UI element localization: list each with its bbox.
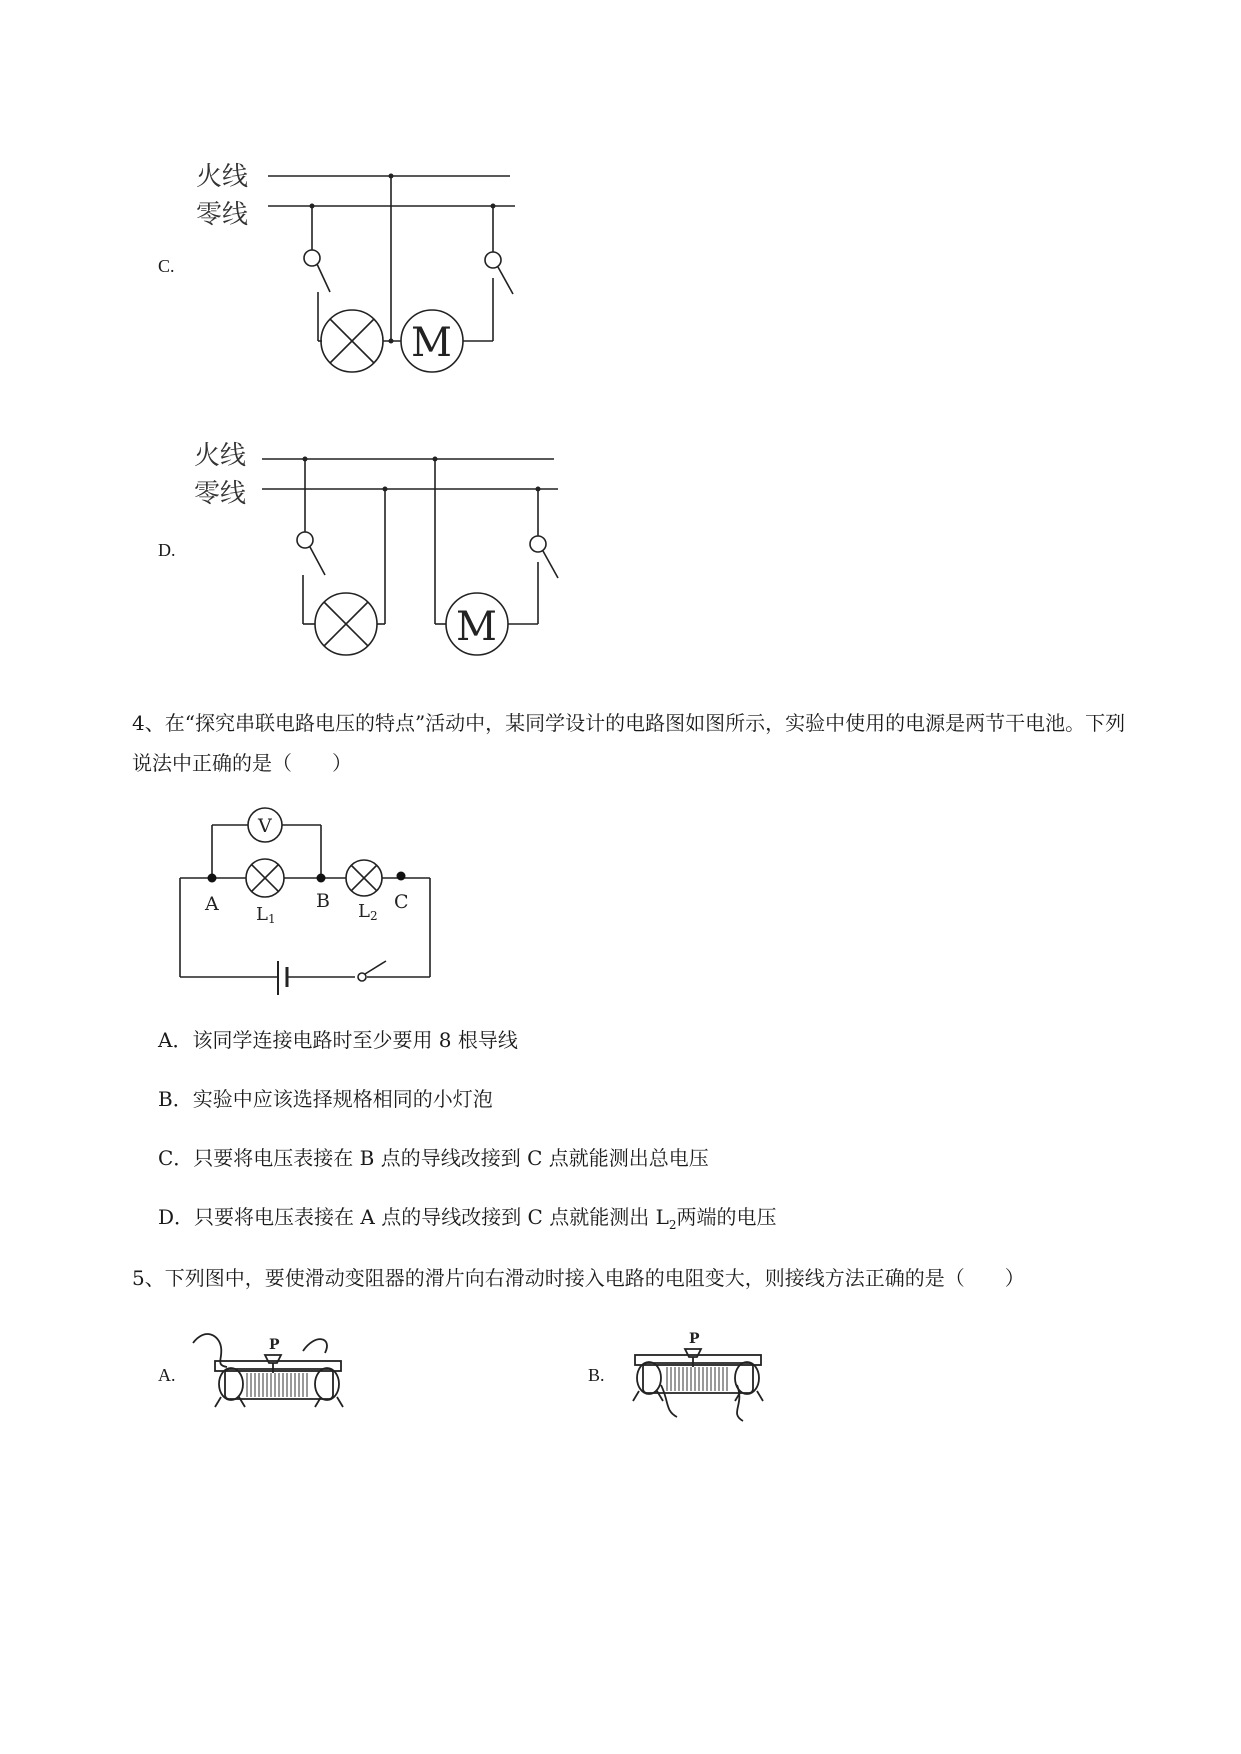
question-5-text: 5、下列图中，要使滑动变阻器的滑片向右滑动时接入电路的电阻变大，则接线方法正确的是（ ） <box>132 1266 1025 1290</box>
option-a: A．该同学连接电路时至少要用 8 根导线 <box>158 1028 518 1052</box>
question-4-text: 4、在“探究串联电路电压的特点”活动中，某同学设计的电路图如图所示，实验中使用的电源是两节干电池。下列说法中正确的是（ ） <box>132 711 1126 775</box>
lamp1-label: L1 <box>256 904 276 926</box>
lamp2-label: L2 <box>358 901 378 923</box>
neutral-wire-label: 零线 <box>196 200 249 230</box>
option-d-label: D. <box>158 540 176 560</box>
point-b-label: B <box>316 890 330 912</box>
option-d: D．只要将电压表接在 A 点的导线改接到 C 点就能测出 $L_2$两端的电压 <box>158 1205 777 1232</box>
series-circuit-diagram <box>170 805 450 1000</box>
option-c: C．只要将电压表接在 B 点的导线改接到 C 点就能测出总电压 <box>158 1146 709 1170</box>
neutral-wire-label: 零线 <box>194 479 247 509</box>
slider-p-label: P <box>269 1337 280 1353</box>
option-a-label: A. <box>158 1365 176 1385</box>
rheostat-b-image <box>625 1325 785 1425</box>
option-c-label: C. <box>158 256 175 276</box>
slider-p-label: P <box>689 1331 700 1347</box>
live-wire-label: 火线 <box>194 441 247 471</box>
rheostat-a-image <box>185 1325 365 1415</box>
motor-label: M <box>456 604 497 650</box>
option-b: B．实验中应该选择规格相同的小灯泡 <box>158 1087 493 1111</box>
household-circuit-c <box>180 150 540 390</box>
motor-label: M <box>411 320 452 366</box>
voltmeter-label: V <box>258 815 272 837</box>
point-c-label: C <box>394 891 409 913</box>
option-b-label: B. <box>588 1365 605 1385</box>
household-circuit-d <box>180 430 580 670</box>
live-wire-label: 火线 <box>196 162 249 192</box>
point-a-label: A <box>205 893 219 915</box>
